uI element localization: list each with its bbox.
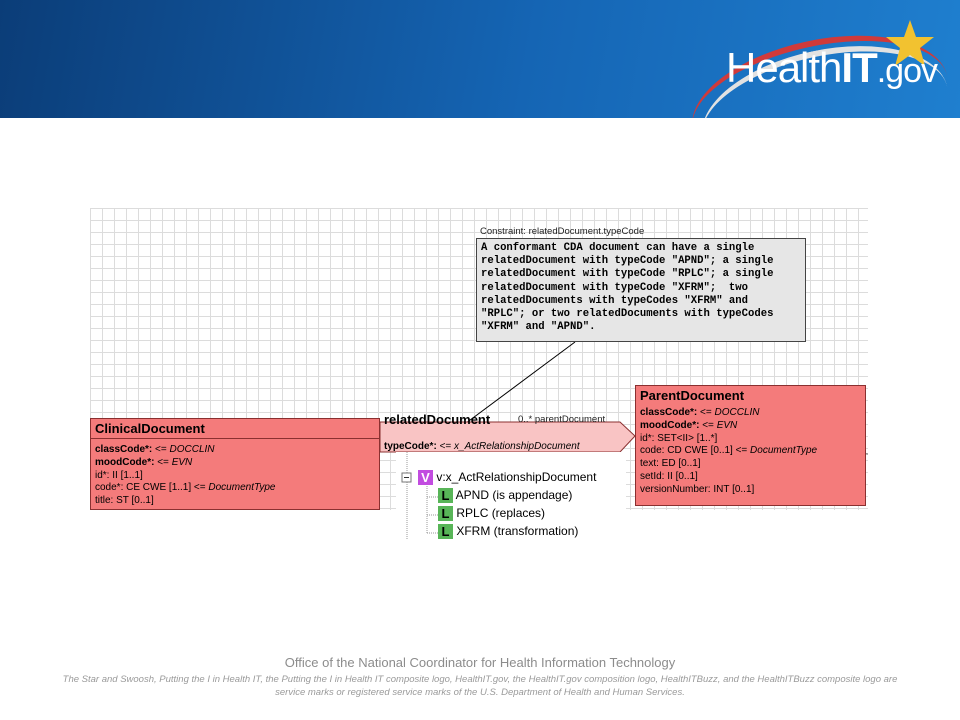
tree-root[interactable] (418, 470, 596, 485)
clinical-document-attributes (91, 439, 379, 508)
attribute-row: classCode*: <= DOCCLIN (640, 407, 760, 418)
attribute-row: setId: II [0..1] (640, 470, 698, 482)
logo-text-gov: .gov (876, 52, 937, 90)
parent-document-attributes (636, 405, 865, 497)
constraint-box[interactable] (476, 238, 806, 342)
parent-document-title: ParentDocument (640, 388, 745, 403)
tree-item[interactable] (438, 488, 572, 503)
attribute-row: id*: II [1..1] (95, 469, 143, 481)
footer-disclaimer: The Star and Swoosh, Putting the I in Health IT, the Putting the I in Health IT composite logo, HealthIT.gov, the HealthIT.gov composition logo, HealthITBuzz, and the HealthITBuzz composite logo are service marks or registered service marks of the U.S. Department of Health and Human Services. (62, 674, 898, 698)
attribute-row: title: ST [0..1] (95, 495, 154, 507)
attribute-row: text: ED [0..1] (640, 458, 701, 470)
literal-icon: L (438, 524, 453, 539)
logo-text-it: IT (841, 44, 877, 91)
tree-item[interactable] (438, 524, 578, 539)
parent-document-box[interactable] (635, 385, 866, 506)
attribute-row: id*: SET<II> [1..*] (640, 432, 718, 444)
clinical-document-box[interactable] (90, 418, 380, 510)
attribute-row: code*: CE CWE [1..1] <= DocumentType (95, 482, 276, 494)
tree-item-label: APND (is appendage) (455, 488, 573, 502)
attribute-row: versionNumber: INT [0..1] (640, 483, 755, 495)
attribute-row: classCode*: <= DOCCLIN (95, 444, 215, 455)
footer-title: Office of the National Coordinator for Health Information Technology (284, 655, 676, 670)
parent-cardinality: 0..* parentDocument (518, 414, 606, 425)
healthit-logo[interactable] (726, 44, 937, 92)
literal-icon: L (438, 488, 453, 503)
literal-icon: L (438, 506, 453, 521)
logo-text-health: Health (726, 44, 842, 91)
value-set-tree (396, 452, 626, 542)
attribute-row: moodCode*: <= EVN (640, 419, 738, 431)
tree-item-label: RPLC (replaces) (456, 506, 546, 520)
value-set-icon: V (418, 470, 433, 485)
clinical-document-title: ClinicalDocument (91, 419, 379, 439)
tree-item-label: XFRM (transformation) (456, 524, 579, 538)
constraint-text: A conformant CDA document can have a single relatedDocument with typeCode "APND"; a single relatedDocument with typeCode "RPLC"; a single relatedDocument with typeCode "XFRM"; two relatedDocuments with typeCodes "XFRM" and "RPLC"; or two relatedDocuments with typeCodes "XFRM" and "APND". (481, 242, 774, 334)
related-typecode: typeCode*: <= x_ActRelationshipDocument (384, 441, 580, 452)
attribute-row: moodCode*: <= EVN (95, 456, 193, 468)
tree-item[interactable] (438, 506, 545, 521)
constraint-label: Constraint: relatedDocument.typeCode (480, 226, 645, 237)
tree-root-label: v:x_ActRelationshipDocument (436, 470, 597, 484)
attribute-row: code: CD CWE [0..1] <= DocumentType (640, 445, 818, 457)
header-banner (0, 0, 960, 118)
related-document-title: relatedDocument (384, 412, 491, 427)
